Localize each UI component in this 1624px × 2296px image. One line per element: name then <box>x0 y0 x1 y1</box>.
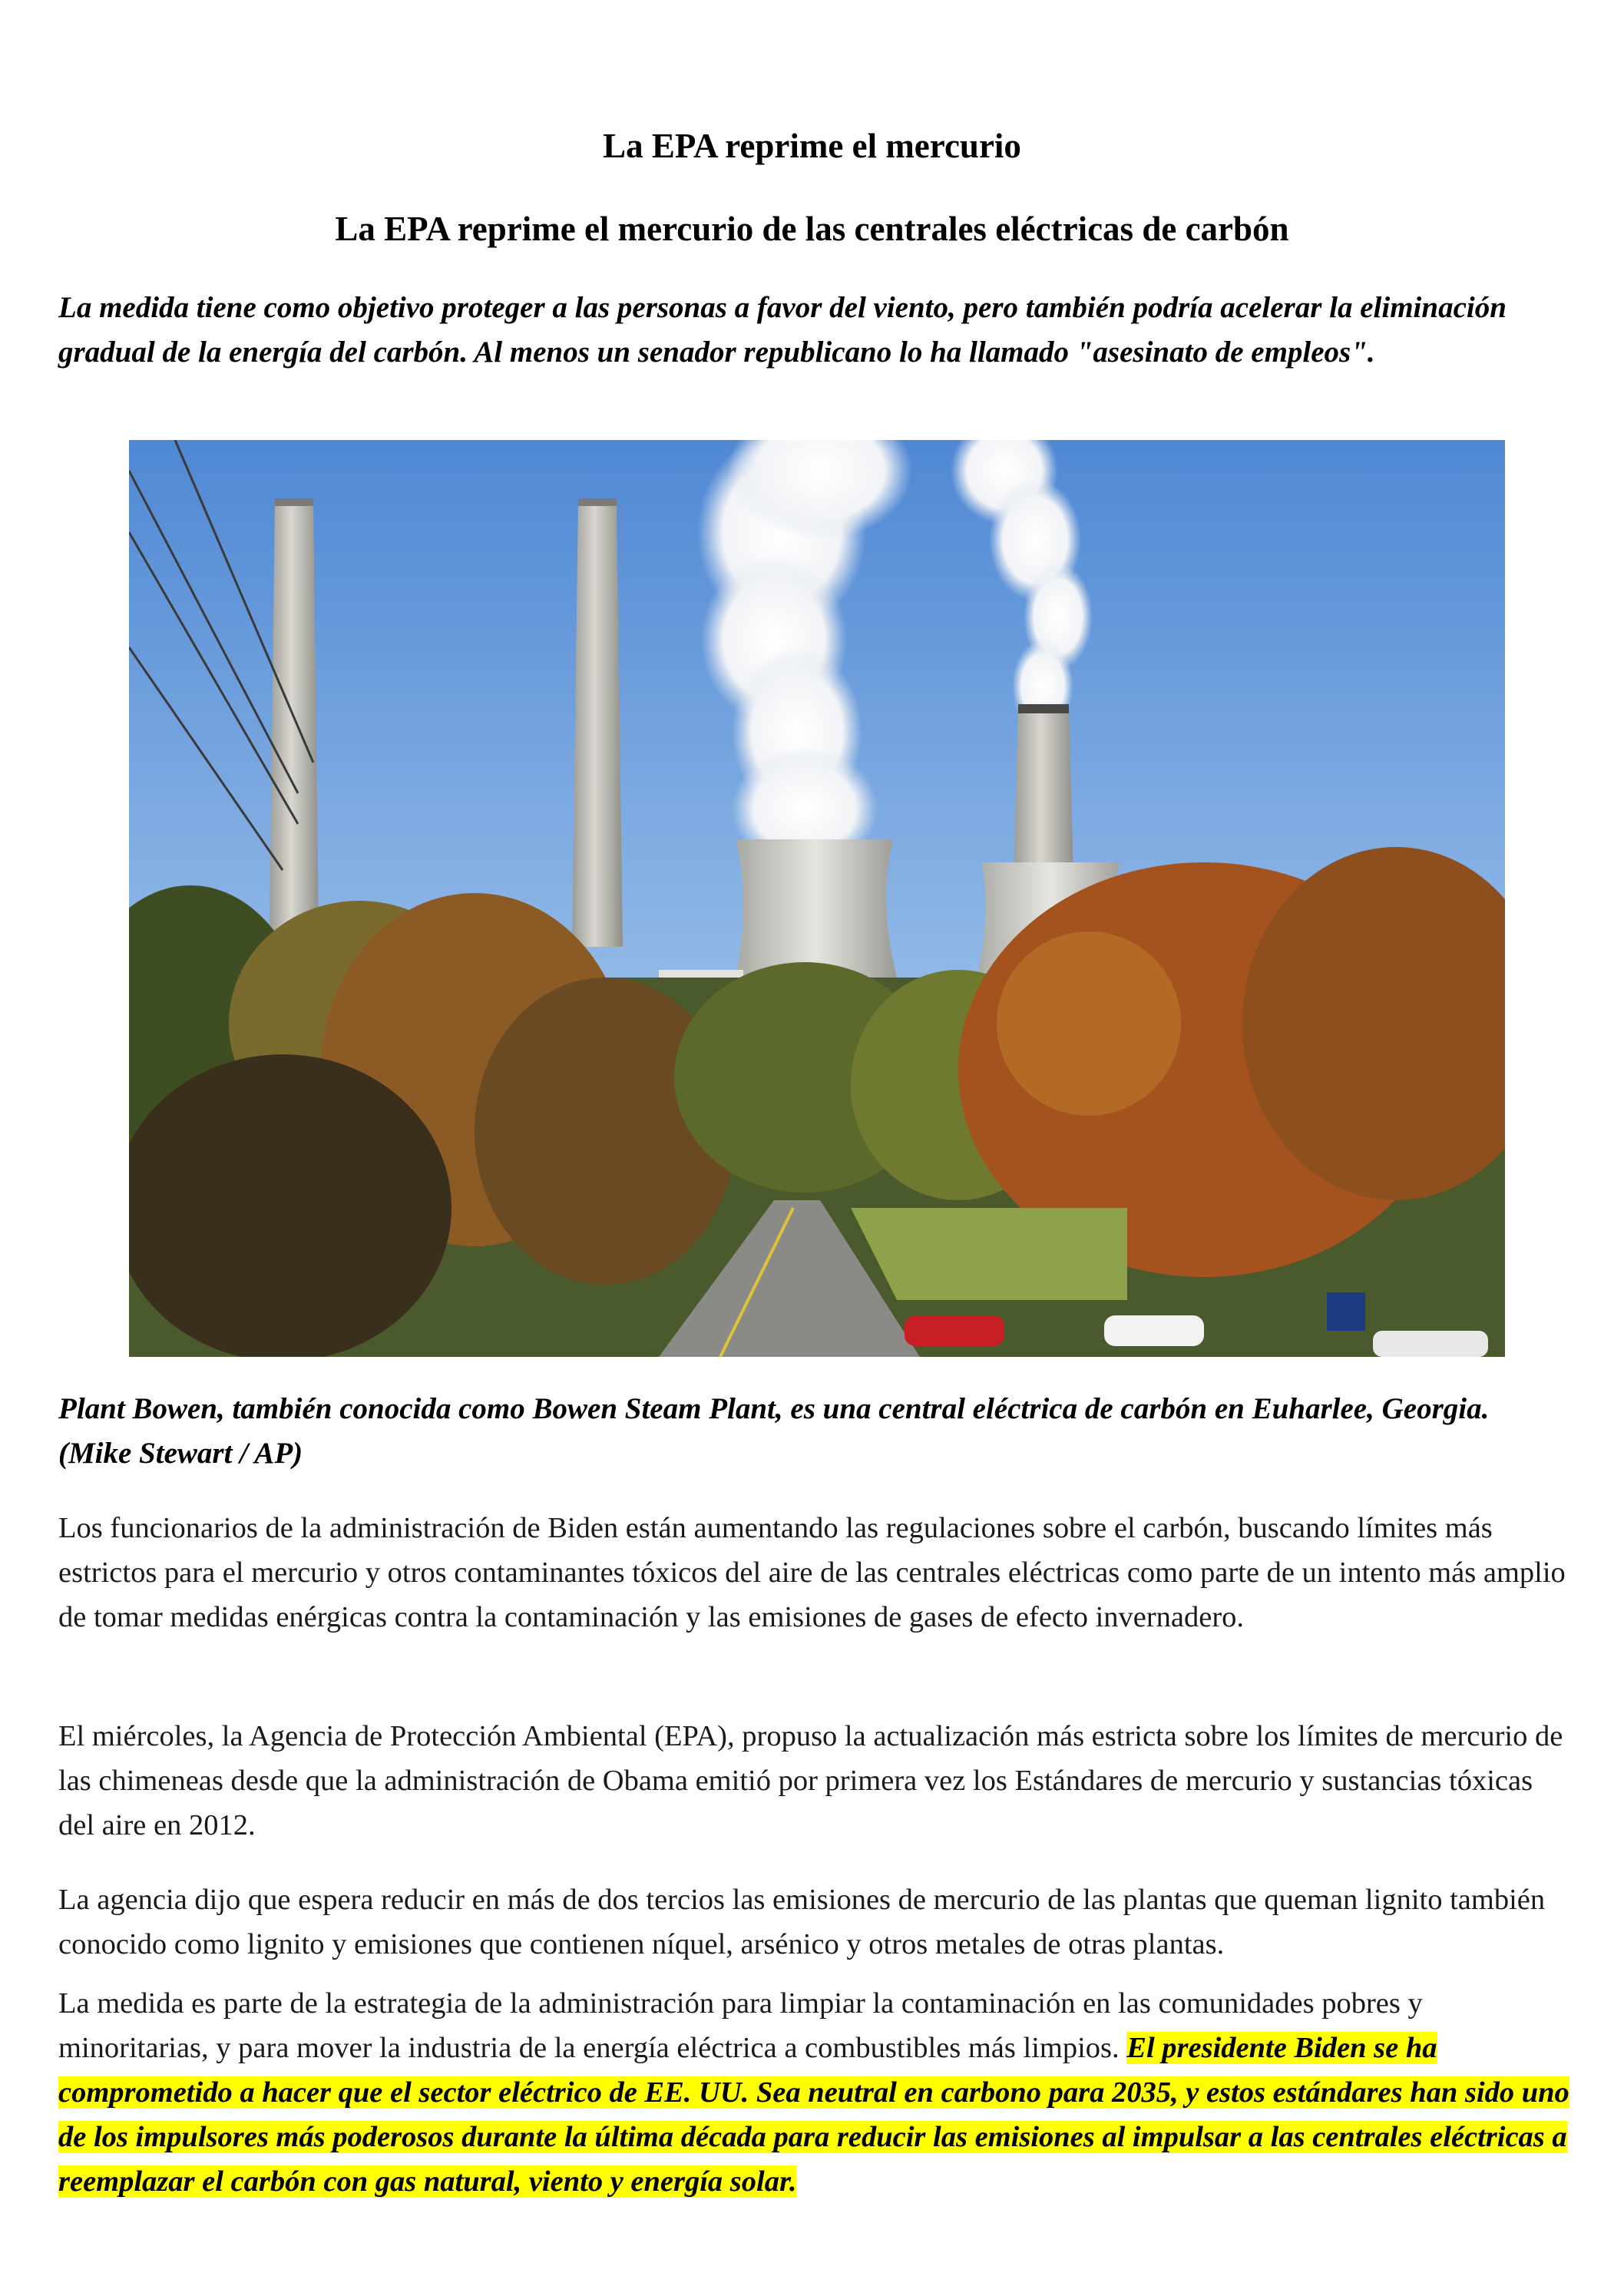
body-paragraph-4 <box>58 1981 1575 2204</box>
body-paragraph-1: Los funcionarios de la administración de Biden están aumentando las regulaciones sobre el carbón, buscando límites más estrictos para el mercurio y otros contaminantes tóxicos del aire de las centrales eléctricas como parte de un intento más amplio de tomar medidas enérgicas contra la contaminación y las emisiones de gases de efecto invernadero. <box>58 1512 1566 1633</box>
chimney-right <box>1014 709 1073 878</box>
photo-caption: Plant Bowen, también conocida como Bowen Steam Plant, es una central eléctrica de carbón en Euharlee, Georgia. (Mike Stewart / AP) <box>58 1392 1490 1470</box>
red-car <box>905 1315 1004 1346</box>
body-paragraph-4-text: La medida es parte de la estrategia de la administración para limpiar la contaminación en las comunidades pobres y minoritarias, y para mover la industria de la energía eléctrica a combustibles más limpios. <box>58 1987 1423 2064</box>
cooling-tower-left <box>736 839 897 978</box>
page-subtitle: La EPA reprime el mercurio de las centrales eléctricas de carbón <box>335 210 1289 248</box>
body-paragraph-2: El miércoles, la Agencia de Protección Ambiental (EPA), propuso la actualización más estricta sobre los límites de mercurio de las chimeneas desde que la administración de Obama emitió por primera vez los Estándares de mercurio y sustancias tóxicas del aire en 2012. <box>58 1720 1563 1841</box>
highlighted-text: El presidente Biden se ha comprometido a hacer que el sector eléctrico de EE. UU. Sea neutral en carbono para 2035, y estos estándares han sido uno de los impulsores más poderosos durante la última década para reducir las emisiones al impulsar a las centrales eléctricas a reemplazar el carbón con gas natural, viento y energía solar. <box>58 2032 1569 2198</box>
power-plant-photo <box>129 440 1505 1357</box>
page-title: La EPA reprime el mercurio <box>603 127 1021 165</box>
white-car <box>1104 1315 1204 1346</box>
body-paragraph-3: La agencia dijo que espera reducir en más de dos tercios las emisiones de mercurio de las plantas que queman lignito también conocido como lignito y emisiones que contienen níquel, arsénico y otros metales de otras plantas. <box>58 1884 1546 1960</box>
lede-paragraph: La medida tiene como objetivo proteger a las personas a favor del viento, pero también podría acelerar la eliminación gradual de la energía del carbón. Al menos un senador republicano lo ha llamado "asesinato de empleos". <box>58 291 1507 369</box>
chimney-center <box>572 501 623 947</box>
